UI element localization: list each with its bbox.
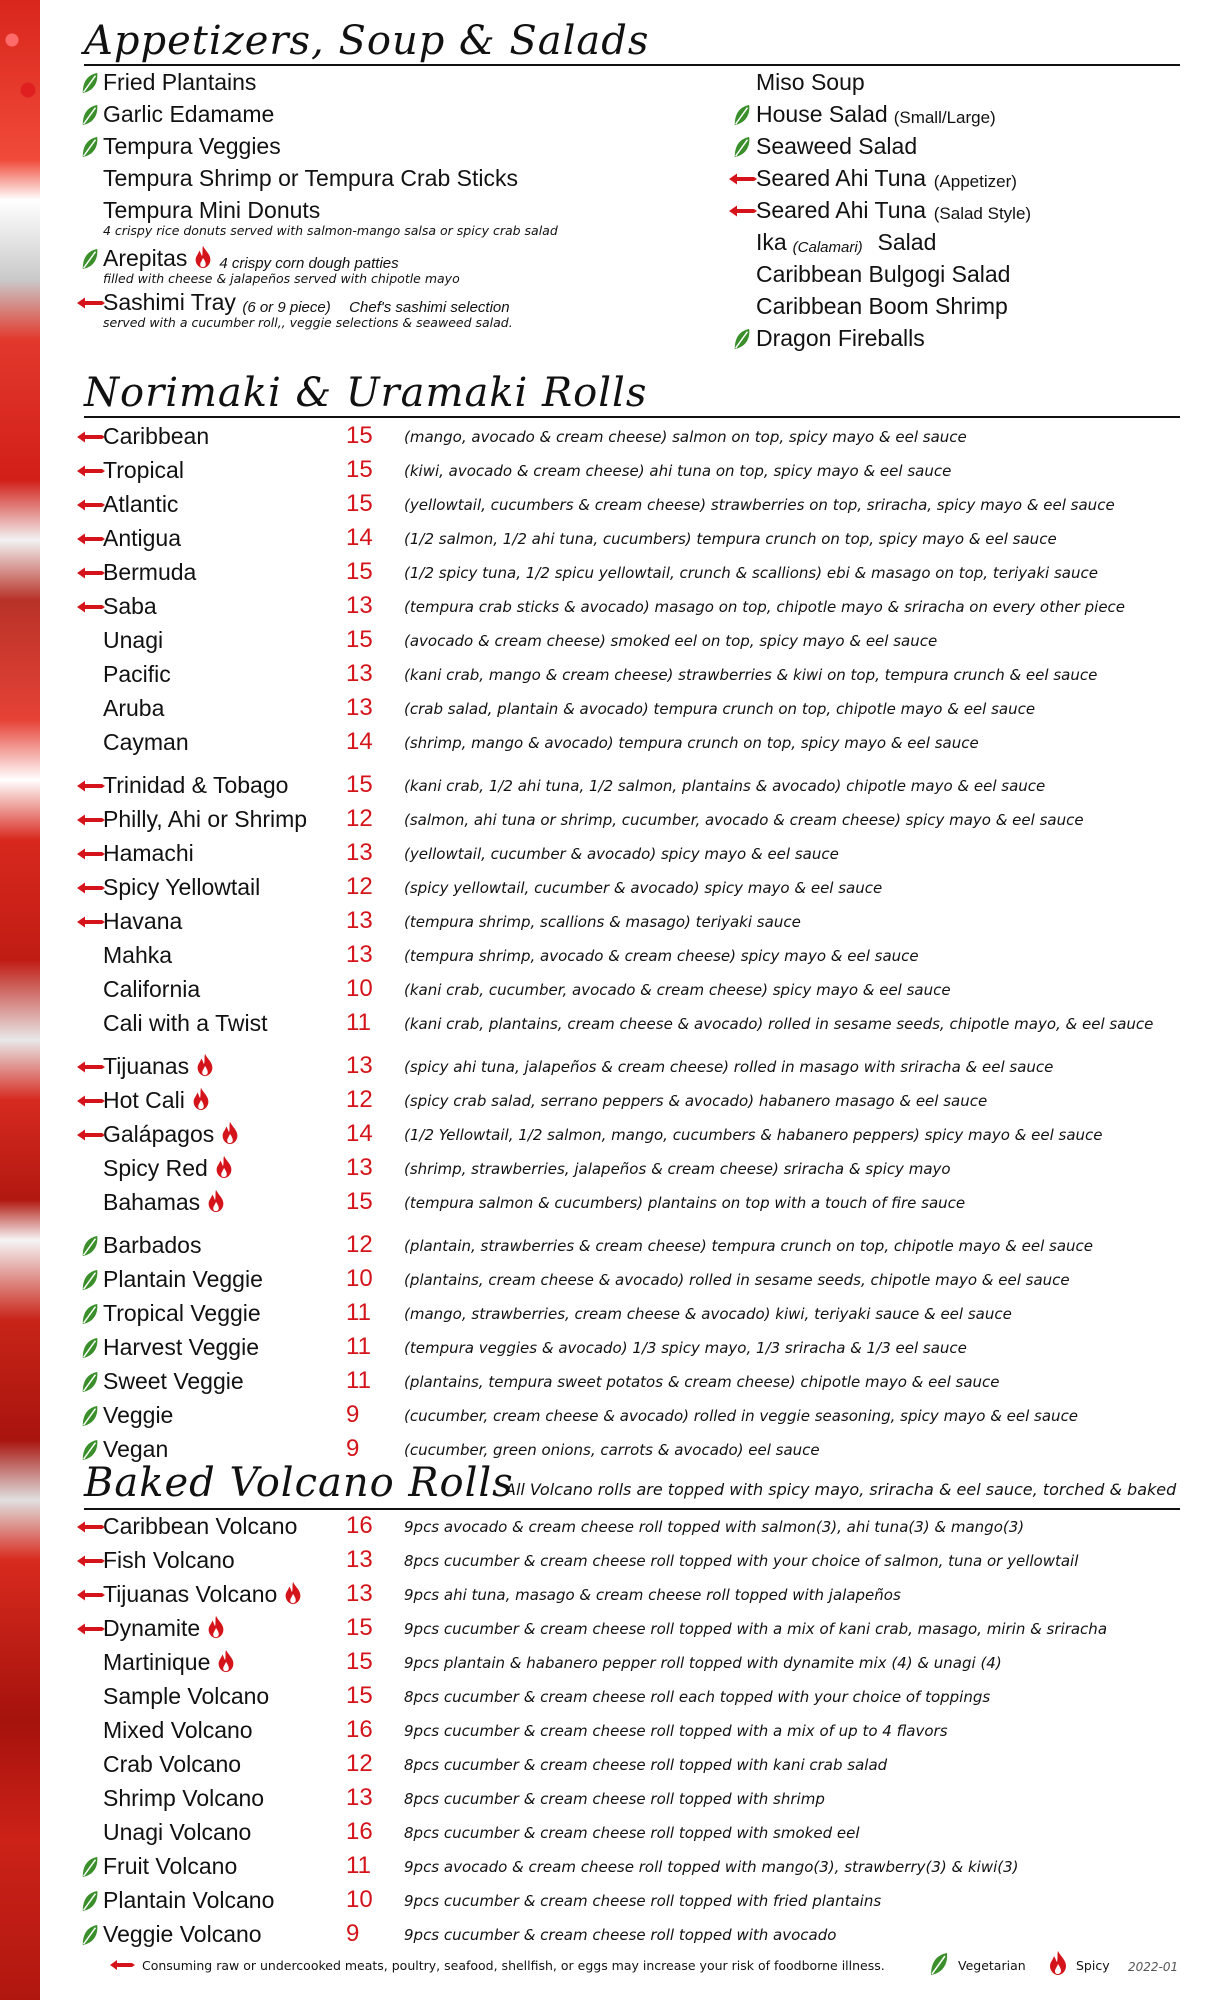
item-description: (kiwi, avocado & cream cheese) ahi tuna on top, spicy mayo & eel sauce <box>404 462 952 480</box>
leaf-icon <box>80 1889 100 1913</box>
item-description: served with a cucumber roll,, veggie selections & seaweed salad. <box>103 315 513 330</box>
appetizers-rule <box>84 64 1180 66</box>
item-description: (kani crab, mango & cream cheese) strawberries & kiwi on top, tempura crunch & eel sauce <box>404 666 1098 684</box>
item-description: (1/2 salmon, 1/2 ahi tuna, cucumbers) tempura crunch on top, spicy mayo & eel sauce <box>404 530 1057 548</box>
item-name: Fruit Volcano <box>103 1853 238 1879</box>
item-price: 12 <box>346 1231 373 1258</box>
leaf-icon <box>80 1302 100 1326</box>
leaf-icon <box>80 135 100 159</box>
item-name: Caribbean Boom Shrimp <box>756 293 1008 319</box>
fish-icon <box>728 172 758 186</box>
item-description: (tempura salmon & cucumbers) plantains on top with a touch of fire sauce <box>404 1194 966 1212</box>
item-description: (plantain, strawberries & cream cheese) tempura crunch on top, chipotle mayo & eel sauce <box>404 1237 1093 1255</box>
item-size: (Salad Style) <box>933 204 1032 223</box>
item-name: Dragon Fireballs <box>756 325 925 351</box>
item-name: House Salad <box>756 101 888 127</box>
item-name: Trinidad & Tobago <box>103 772 289 798</box>
item-price: 13 <box>346 694 373 721</box>
item-price: 15 <box>346 490 373 517</box>
fish-icon <box>76 779 106 793</box>
item-price: 10 <box>346 1265 373 1292</box>
item-price: 10 <box>346 1886 373 1913</box>
item-description: 9pcs cucumber & cream cheese roll topped with fried plantains <box>404 1892 882 1910</box>
item-description: 9pcs plantain & habanero pepper roll topped with dynamite mix (4) & unagi (4) <box>404 1654 1002 1672</box>
item-portion: (6 or 9 piece) <box>242 299 331 316</box>
item-price: 13 <box>346 592 373 619</box>
item-description: (yellowtail, cucumber & avocado) spicy mayo & eel sauce <box>404 845 839 863</box>
item-price: 15 <box>346 1682 373 1709</box>
item-name: Tempura Mini Donuts <box>103 197 321 223</box>
item-price: 13 <box>346 1154 373 1181</box>
item-price: 11 <box>346 1333 371 1360</box>
item-description: (mango, strawberries, cream cheese & avocado) kiwi, teriyaki sauce & eel sauce <box>404 1305 1012 1323</box>
item-name: Crab Volcano <box>103 1751 242 1777</box>
volcano-rule <box>84 1508 1180 1510</box>
item-name: Tempura Shrimp or Tempura Crab Sticks <box>103 165 518 191</box>
item-price: 9 <box>346 1920 360 1947</box>
item-price: 14 <box>346 1120 373 1147</box>
leaf-icon <box>80 71 100 95</box>
item-name: Bahamas <box>103 1189 201 1215</box>
fish-icon <box>76 566 106 580</box>
item-name: Mixed Volcano <box>103 1717 253 1743</box>
item-description: (shrimp, mango & avocado) tempura crunch on top, spicy mayo & eel sauce <box>404 734 979 752</box>
item-price: 12 <box>346 805 373 832</box>
item-price: 12 <box>346 1750 373 1777</box>
item-name: Garlic Edamame <box>103 101 275 127</box>
item-size: (Small/Large) <box>893 108 996 127</box>
item-price: 11 <box>346 1299 371 1326</box>
leaf-icon <box>80 1438 100 1462</box>
item-name: Miso Soup <box>756 69 865 95</box>
item-name: Sample Volcano <box>103 1683 270 1709</box>
item-name: Ika <box>756 229 787 255</box>
item-description: 8pcs cucumber & cream cheese roll topped with kani crab salad <box>404 1756 888 1774</box>
item-name: Cali with a Twist <box>103 1010 268 1036</box>
item-price: 15 <box>346 1648 373 1675</box>
item-size: (Appetizer) <box>933 172 1017 191</box>
item-name: Fried Plantains <box>103 69 257 95</box>
item-description: (tempura shrimp, scallions & masago) teriyaki sauce <box>404 913 801 931</box>
item-name: Veggie <box>103 1402 174 1428</box>
item-price: 13 <box>346 1784 373 1811</box>
item-name-suffix: Salad <box>877 229 937 255</box>
item-name: Aruba <box>103 695 165 721</box>
item-name: Dynamite <box>103 1615 201 1641</box>
leaf-icon <box>80 247 100 271</box>
fish-icon <box>76 1622 106 1636</box>
vegetarian-legend: Vegetarian <box>958 1958 1026 1973</box>
item-description: (cucumber, green onions, carrots & avocado) eel sauce <box>404 1441 820 1459</box>
item-name: Saba <box>103 593 157 619</box>
flame-icon <box>216 1649 236 1673</box>
flame-icon <box>195 1053 215 1077</box>
fish-icon <box>76 1588 106 1602</box>
item-description: (crab salad, plantain & avocado) tempura crunch on top, chipotle mayo & eel sauce <box>404 700 1036 718</box>
item-name: Galápagos <box>103 1121 215 1147</box>
item-price: 13 <box>346 660 373 687</box>
item-price: 16 <box>346 1512 373 1539</box>
item-price: 16 <box>346 1818 373 1845</box>
leaf-icon <box>80 1370 100 1394</box>
item-name: Atlantic <box>103 491 179 517</box>
sushi-photo-strip <box>0 0 40 2000</box>
item-description: 4 crispy rice donuts served with salmon-mango salsa or spicy crab salad <box>103 223 558 238</box>
item-name: Caribbean Bulgogi Salad <box>756 261 1011 287</box>
item-name: Hamachi <box>103 840 194 866</box>
item-description: (plantains, tempura sweet potatos & cream cheese) chipotle mayo & eel sauce <box>404 1373 1000 1391</box>
item-name: Cayman <box>103 729 189 755</box>
item-price: 15 <box>346 558 373 585</box>
item-name: Philly, Ahi or Shrimp <box>103 806 308 832</box>
item-price: 12 <box>346 1086 373 1113</box>
item-price: 10 <box>346 975 373 1002</box>
leaf-icon <box>80 1234 100 1258</box>
item-description: (kani crab, 1/2 ahi tuna, 1/2 salmon, plantains & avocado) chipotle mayo & eel sauce <box>404 777 1046 795</box>
item-price: 15 <box>346 626 373 653</box>
leaf-icon <box>80 1404 100 1428</box>
flame-icon <box>214 1155 234 1179</box>
item-name: Tropical Veggie <box>103 1300 261 1326</box>
fish-icon <box>76 1128 106 1142</box>
leaf-icon <box>80 1855 100 1879</box>
item-price: 15 <box>346 456 373 483</box>
item-description: 8pcs cucumber & cream cheese roll topped with your choice of salmon, tuna or yellowtail <box>404 1552 1079 1570</box>
item-description: 8pcs cucumber & cream cheese roll each topped with your choice of toppings <box>404 1688 991 1706</box>
fish-icon <box>76 847 106 861</box>
item-name: Tijuanas <box>103 1053 190 1079</box>
flame-icon <box>206 1615 226 1639</box>
item-price: 13 <box>346 907 373 934</box>
item-name: Caribbean Volcano <box>103 1513 298 1539</box>
fish-icon <box>76 498 106 512</box>
leaf-icon <box>928 1951 950 1977</box>
leaf-icon <box>732 135 752 159</box>
item-description: (tempura shrimp, avocado & cream cheese) spicy mayo & eel sauce <box>404 947 919 965</box>
item-description: 9pcs cucumber & cream cheese roll topped with a mix of up to 4 flavors <box>404 1722 948 1740</box>
fish-icon <box>76 600 106 614</box>
item-description: (yellowtail, cucumbers & cream cheese) strawberries on top, sriracha, spicy mayo & eel sauce <box>404 496 1115 514</box>
leaf-icon <box>732 327 752 351</box>
item-name: Havana <box>103 908 183 934</box>
item-description: (spicy yellowtail, cucumber & avocado) spicy mayo & eel sauce <box>404 879 883 897</box>
item-name: Veggie Volcano <box>103 1921 262 1947</box>
item-price: 16 <box>346 1716 373 1743</box>
leaf-icon <box>732 103 752 127</box>
item-name: Hot Cali <box>103 1087 185 1113</box>
fish-icon <box>76 881 106 895</box>
item-name: Seared Ahi Tuna <box>756 165 927 191</box>
item-name: Tijuanas Volcano <box>103 1581 278 1607</box>
item-price: 11 <box>346 1009 371 1036</box>
item-price: 15 <box>346 1188 373 1215</box>
fish-icon <box>76 1094 106 1108</box>
flame-icon <box>193 245 213 269</box>
item-description: 8pcs cucumber & cream cheese roll topped with shrimp <box>404 1790 825 1808</box>
fish-icon <box>76 296 106 310</box>
item-name: Spicy Red <box>103 1155 208 1181</box>
flame-icon <box>206 1189 226 1213</box>
item-name: Sweet Veggie <box>103 1368 244 1394</box>
item-price: 13 <box>346 1580 373 1607</box>
item-description: (1/2 Yellowtail, 1/2 salmon, mango, cucumbers & habanero peppers) spicy mayo & eel sauce <box>404 1126 1103 1144</box>
fish-icon <box>76 1060 106 1074</box>
item-name: Fish Volcano <box>103 1547 235 1573</box>
rolls-title: Norimaki & Uramaki Rolls <box>84 370 648 416</box>
fish-icon <box>76 532 106 546</box>
item-description: (cucumber, cream cheese & avocado) rolled in veggie seasoning, spicy mayo & eel sauce <box>404 1407 1079 1425</box>
item-name: Pacific <box>103 661 171 687</box>
spicy-legend: Spicy <box>1076 1958 1110 1973</box>
item-name: Plantain Veggie <box>103 1266 263 1292</box>
fish-icon <box>76 1554 106 1568</box>
fish-icon <box>108 1958 136 1972</box>
item-price: 9 <box>346 1435 360 1462</box>
fish-icon <box>76 915 106 929</box>
item-price: 11 <box>346 1367 371 1394</box>
item-description: (spicy crab salad, serrano peppers & avocado) habanero masago & eel sauce <box>404 1092 988 1110</box>
item-name: California <box>103 976 201 1002</box>
fish-icon <box>76 813 106 827</box>
item-description: (tempura crab sticks & avocado) masago on top, chipotle mayo & sriracha on every other piece <box>404 598 1126 616</box>
item-description: (shrimp, strawberries, jalapeños & cream cheese) sriracha & spicy mayo <box>404 1160 951 1178</box>
item-name: Unagi Volcano <box>103 1819 252 1845</box>
flame-icon <box>191 1087 211 1111</box>
item-description: 9pcs cucumber & cream cheese roll topped with avocado <box>404 1926 837 1944</box>
item-price: 11 <box>346 1852 371 1879</box>
item-price: 13 <box>346 839 373 866</box>
leaf-icon <box>80 1336 100 1360</box>
item-description: filled with cheese & jalapeños served with chipotle mayo <box>103 271 460 286</box>
item-price: 13 <box>346 941 373 968</box>
leaf-icon <box>80 103 100 127</box>
item-portion: (Calamari) <box>792 239 863 256</box>
item-name: Spicy Yellowtail <box>103 874 261 900</box>
item-name: Harvest Veggie <box>103 1334 259 1360</box>
item-price: 14 <box>346 524 373 551</box>
flame-icon <box>1048 1950 1068 1976</box>
item-name: Barbados <box>103 1232 202 1258</box>
item-price: 13 <box>346 1052 373 1079</box>
item-description: (avocado & cream cheese) smoked eel on top, spicy mayo & eel sauce <box>404 632 938 650</box>
item-price: 12 <box>346 873 373 900</box>
item-name: Tempura Veggies <box>103 133 281 159</box>
item-description: (tempura veggies & avocado) 1/3 spicy mayo, 1/3 sriracha & 1/3 eel sauce <box>404 1339 967 1357</box>
item-price: 15 <box>346 771 373 798</box>
item-description: (plantains, cream cheese & avocado) rolled in sesame seeds, chipotle mayo & eel sauce <box>404 1271 1070 1289</box>
item-price: 9 <box>346 1401 360 1428</box>
item-name: Unagi <box>103 627 164 653</box>
item-description: 9pcs avocado & cream cheese roll topped with salmon(3), ahi tuna(3) & mango(3) <box>404 1518 1025 1536</box>
flame-icon <box>283 1581 303 1605</box>
fish-icon <box>76 1520 106 1534</box>
fish-icon <box>728 204 758 218</box>
item-description: (mango, avocado & cream cheese) salmon on top, spicy mayo & eel sauce <box>404 428 967 446</box>
item-inline-desc: Chef's sashimi selection <box>349 299 510 316</box>
item-description: 9pcs avocado & cream cheese roll topped with mango(3), strawberry(3) & kiwi(3) <box>404 1858 1019 1876</box>
item-description: 9pcs ahi tuna, masago & cream cheese roll topped with jalapeños <box>404 1586 901 1604</box>
item-description: (salmon, ahi tuna or shrimp, cucumber, avocado & cream cheese) spicy mayo & eel sauce <box>404 811 1084 829</box>
item-price: 15 <box>346 422 373 449</box>
fish-icon <box>76 430 106 444</box>
item-description: (kani crab, plantains, cream cheese & avocado) rolled in sesame seeds, chipotle mayo, & eel sauce <box>404 1015 1154 1033</box>
flame-icon <box>220 1121 240 1145</box>
item-name: Seaweed Salad <box>756 133 918 159</box>
raw-food-disclaimer: Consuming raw or undercooked meats, poultry, seafood, shellfish, or eggs may increase your risk of foodborne illness. <box>142 1958 885 1973</box>
item-description: (1/2 spicy tuna, 1/2 spicu yellowtail, crunch & scallions) ebi & masago on top, teriyaki sauce <box>404 564 1098 582</box>
item-price: 15 <box>346 1614 373 1641</box>
item-name: Plantain Volcano <box>103 1887 275 1913</box>
item-inline-desc: 4 crispy corn dough patties <box>219 255 399 272</box>
item-name: Mahka <box>103 942 173 968</box>
item-price: 13 <box>346 1546 373 1573</box>
rolls-rule <box>84 416 1180 418</box>
item-price: 14 <box>346 728 373 755</box>
item-description: (kani crab, cucumber, avocado & cream cheese) spicy mayo & eel sauce <box>404 981 951 999</box>
item-description: (spicy ahi tuna, jalapeños & cream cheese) rolled in masago with sriracha & eel sauce <box>404 1058 1054 1076</box>
menu-date: 2022-01 <box>1128 1960 1179 1974</box>
item-name: Shrimp Volcano <box>103 1785 265 1811</box>
leaf-icon <box>80 1268 100 1292</box>
item-name: Seared Ahi Tuna <box>756 197 927 223</box>
appetizers-title: Appetizers, Soup & Salads <box>84 18 650 64</box>
item-name: Arepitas <box>103 245 188 271</box>
item-name: Bermuda <box>103 559 197 585</box>
item-name: Antigua <box>103 525 182 551</box>
leaf-icon <box>80 1923 100 1947</box>
item-name: Caribbean <box>103 423 210 449</box>
volcano-title: Baked Volcano Rolls <box>84 1460 514 1506</box>
item-name: Vegan <box>103 1436 169 1462</box>
item-name: Tropical <box>103 457 184 483</box>
item-name: Sashimi Tray <box>103 289 236 315</box>
item-description: 9pcs cucumber & cream cheese roll topped with a mix of kani crab, masago, mirin & sriracha <box>404 1620 1108 1638</box>
volcano-note: All Volcano rolls are topped with spicy mayo, sriracha & eel sauce, torched & baked <box>505 1480 1177 1499</box>
item-name: Martinique <box>103 1649 211 1675</box>
fish-icon <box>76 464 106 478</box>
item-description: 8pcs cucumber & cream cheese roll topped with smoked eel <box>404 1824 860 1842</box>
